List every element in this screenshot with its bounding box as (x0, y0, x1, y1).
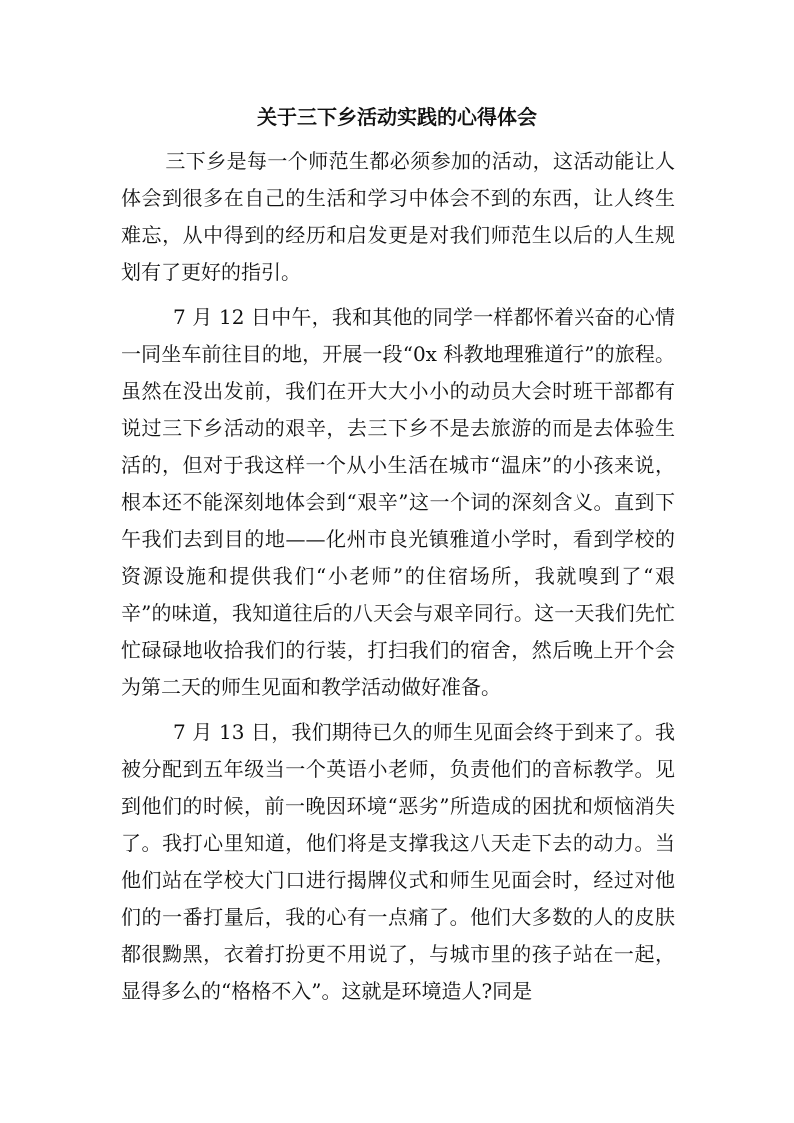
document-title: 关于三下乡活动实践的心得体会 (257, 105, 537, 129)
paragraph-1-text: 三下乡是每一个师范生都必须参加的活动，这活动能让人体会到很多在自己的生活和学习中体会不到的东西，让人终生难忘，从中得到的经历和启发更是对我们师范生以后的人生规划有了更好的指引。 (121, 149, 675, 284)
paragraph-2-text: 7 月 12 日中午，我和其他的同学一样都怀着兴奋的心情一同坐车前往目的地，开展一段“0x 科教地理雅道行”的旅程。虽然在没出发前，我们在开大大小小的动员大会时班干部都有说过三下乡活动的艰辛，去三下乡不是去旅游的而是去体验生活的，但对于我这样一个从小生活在城市“温床”的小孩来说，根本还不能深刻地体会到“艰辛”这一个词的深刻含义。直到下午我们去到目的地——化州市良光镇雅道小学时，看到学校的资源设施和提供我们“小老师”的住宿场所，我就嗅到了“艰辛”的味道，我知道往后的八天会与艰辛同行。这一天我们先忙忙碌碌地收拾我们的行装，打扫我们的宿舍，然后晚上开个会为第二天的师生见面和教学活动做好准备。 (121, 305, 675, 699)
paragraph-3 (121, 714, 675, 1010)
paragraph-3-text: 7 月 13 日，我们期待已久的师生见面会终于到来了。我被分配到五年级当一个英语小老师，负责他们的音标教学。见到他们的时候，前一晚因环境“恶劣”所造成的困扰和烦恼消失了。我打心里知道，他们将是支撑我这八天走下去的动力。当他们站在学校大门口进行揭牌仪式和师生见面会时，经过对他们的一番打量后，我的心有一点痛了。他们大多数的人的皮肤都很黝黑，衣着打扮更不用说了，与城市里的孩子站在一起，显得多么的“格格不入”。这就是环境造人?同是 (121, 720, 675, 1003)
paragraph-1 (121, 143, 675, 291)
paragraph-2 (121, 299, 675, 706)
document-body (121, 143, 675, 1010)
